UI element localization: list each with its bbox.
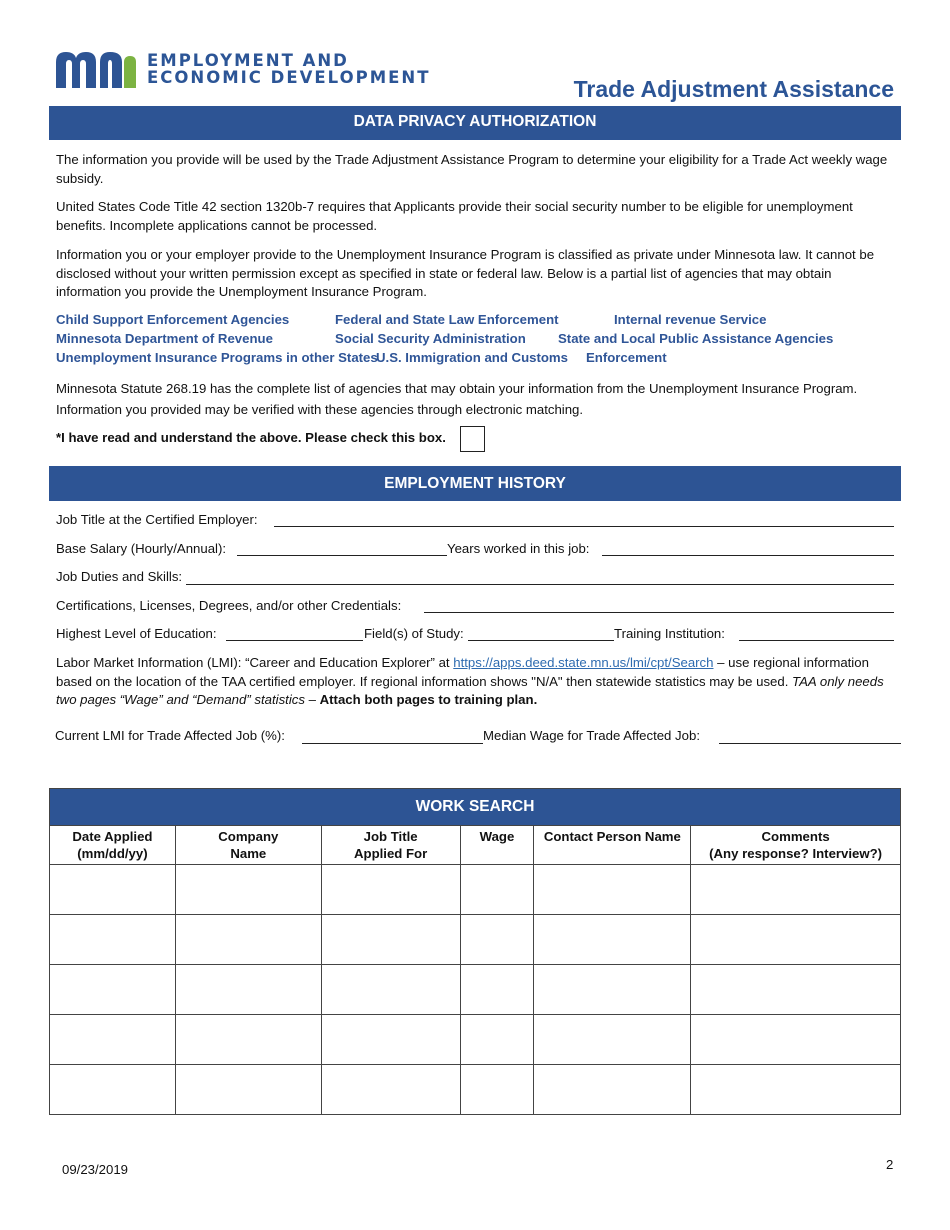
privacy-heading: DATA PRIVACY AUTHORIZATION xyxy=(49,106,901,140)
agency-item: Unemployment Insurance Programs in other States xyxy=(56,350,378,365)
page-number: 2 xyxy=(886,1157,894,1172)
table-cell[interactable] xyxy=(534,915,691,965)
table-cell[interactable] xyxy=(691,1015,901,1065)
work-search-heading: WORK SEARCH xyxy=(50,789,901,826)
org-name-line1: EMPLOYMENT AND xyxy=(147,51,349,70)
table-cell[interactable] xyxy=(50,1065,176,1115)
credentials-field[interactable] xyxy=(424,612,894,613)
agency-item: Minnesota Department of Revenue xyxy=(56,331,273,346)
agency-item: Enforcement xyxy=(586,350,667,365)
col-comments xyxy=(691,826,901,865)
page-title: Trade Adjustment Assistance xyxy=(573,76,894,102)
col-line1: Date Applied xyxy=(72,829,153,844)
table-cell[interactable] xyxy=(175,915,321,965)
confirm-label: *I have read and understand the above. Please check this box. xyxy=(56,430,446,445)
job-title-label: Job Title at the Certified Employer: xyxy=(56,512,258,527)
years-worked-field[interactable] xyxy=(602,555,894,556)
lmi-prefix: Labor Market Information (LMI): “Career and Education Explorer” at xyxy=(56,655,454,670)
table-cell[interactable] xyxy=(50,915,176,965)
table-cell[interactable] xyxy=(50,965,176,1015)
col-line1: Contact Person Name xyxy=(543,829,681,844)
education-label: Highest Level of Education: xyxy=(56,626,217,641)
table-cell[interactable] xyxy=(460,915,534,965)
footer-date: 09/23/2019 xyxy=(62,1162,129,1177)
table-cell[interactable] xyxy=(460,1015,534,1065)
agency-item: U.S. Immigration and Customs xyxy=(376,350,568,365)
col-line1: Job Title xyxy=(363,829,418,844)
table-row xyxy=(50,865,901,915)
years-worked-label: Years worked in this job: xyxy=(447,541,590,556)
median-wage-label: Median Wage for Trade Affected Job: xyxy=(483,728,700,743)
work-search-table xyxy=(49,788,901,1115)
table-cell[interactable] xyxy=(175,1015,321,1065)
job-duties-field[interactable] xyxy=(186,584,894,585)
col-line1: Comments xyxy=(761,829,830,844)
table-cell[interactable] xyxy=(50,1015,176,1065)
col-line2: Name xyxy=(230,846,267,861)
col-line2: Applied For xyxy=(353,846,428,861)
table-cell[interactable] xyxy=(691,915,901,965)
table-row xyxy=(50,965,901,1015)
table-cell[interactable] xyxy=(460,965,534,1015)
lmi-bold: Attach both pages to training plan. xyxy=(319,692,538,707)
privacy-para-3: Information you or your employer provide to the Unemployment Insurance Program is classified as private under Minnesota law. It cannot be disclosed without your written permission except as specified in state or federal law. Below is a partial list of agencies that may obtain information you provide the Unemployment Insurance Program. xyxy=(56,247,875,299)
lmi-mid: – use regional information based on the location of the TAA certified employer. If regional information shows "N/A" then statewide statistics may be used. xyxy=(56,655,869,689)
table-cell[interactable] xyxy=(50,865,176,915)
table-cell[interactable] xyxy=(460,1065,534,1115)
table-row xyxy=(50,1065,901,1115)
training-institution-label: Training Institution: xyxy=(614,626,725,641)
col-line1: Wage xyxy=(479,829,515,844)
base-salary-field[interactable] xyxy=(237,555,447,556)
median-wage-field[interactable] xyxy=(719,743,901,744)
employment-heading: EMPLOYMENT HISTORY xyxy=(49,466,901,501)
col-date-applied xyxy=(50,826,176,865)
agency-item: Child Support Enforcement Agencies xyxy=(56,312,290,327)
lmi-dash: – xyxy=(304,692,320,707)
table-cell[interactable] xyxy=(321,965,460,1015)
base-salary-label: Base Salary (Hourly/Annual): xyxy=(56,541,227,556)
table-cell[interactable] xyxy=(534,1065,691,1115)
table-cell[interactable] xyxy=(534,865,691,915)
education-field[interactable] xyxy=(226,640,363,641)
org-name xyxy=(147,52,430,86)
credentials-label: Certifications, Licenses, Degrees, and/or other Credentials: xyxy=(56,598,402,613)
col-line2: (Any response? Interview?) xyxy=(709,846,883,861)
lmi-italic: TAA only needs two pages “Wage” and “Demand” statistics xyxy=(56,673,884,707)
job-duties-label: Job Duties and Skills: xyxy=(56,569,183,584)
table-cell[interactable] xyxy=(175,865,321,915)
lmi-info xyxy=(56,654,898,710)
col-job-title xyxy=(321,826,460,865)
field-of-study-label: Field(s) of Study: xyxy=(364,626,464,641)
col-line2: (mm/dd/yy) xyxy=(77,846,148,861)
table-cell[interactable] xyxy=(321,1015,460,1065)
agency-item: Federal and State Law Enforcement xyxy=(335,312,559,327)
table-cell[interactable] xyxy=(534,965,691,1015)
table-cell[interactable] xyxy=(321,1065,460,1115)
col-contact-person xyxy=(534,826,691,865)
training-institution-field[interactable] xyxy=(739,640,894,641)
agency-item: State and Local Public Assistance Agencies xyxy=(558,331,834,346)
table-header-row xyxy=(50,826,901,865)
privacy-para-1: The information you provide will be used by the Trade Adjustment Assistance Program to determine your eligibility for a Trade Act weekly wage subsidy. xyxy=(56,152,888,186)
col-company-name xyxy=(175,826,321,865)
col-line1: Company xyxy=(218,829,279,844)
privacy-para-2: United States Code Title 42 section 1320b-7 requires that Applicants provide their social security number to be eligible for unemployment benefits. Incomplete applications cannot be processed. xyxy=(56,199,853,233)
table-cell[interactable] xyxy=(691,865,901,915)
deed-logo-icon xyxy=(56,52,136,88)
org-name-line2: ECONOMIC DEVELOPMENT xyxy=(147,68,431,87)
table-cell[interactable] xyxy=(321,915,460,965)
table-cell[interactable] xyxy=(460,865,534,915)
confirm-checkbox[interactable] xyxy=(460,426,485,452)
table-cell[interactable] xyxy=(691,1065,901,1115)
lmi-link[interactable]: https://apps.deed.state.mn.us/lmi/cpt/Search xyxy=(453,655,714,670)
agency-item: Social Security Administration xyxy=(335,331,526,346)
table-cell[interactable] xyxy=(321,865,460,915)
field-of-study-field[interactable] xyxy=(468,640,614,641)
table-row xyxy=(50,1015,901,1065)
table-cell[interactable] xyxy=(175,1065,321,1115)
current-lmi-field[interactable] xyxy=(302,743,483,744)
table-cell[interactable] xyxy=(691,965,901,1015)
col-wage xyxy=(460,826,534,865)
table-row xyxy=(50,915,901,965)
current-lmi-label: Current LMI for Trade Affected Job (%): xyxy=(55,728,285,743)
agency-item: Internal revenue Service xyxy=(614,312,767,327)
table-cell[interactable] xyxy=(534,1015,691,1065)
privacy-para-4: Minnesota Statute 268.19 has the complete list of agencies that may obtain your information from the Unemployment Insurance Program. Information you provided may be verified with these agencies through electronic matching. xyxy=(56,381,858,417)
job-title-field[interactable] xyxy=(274,526,894,527)
table-cell[interactable] xyxy=(175,965,321,1015)
